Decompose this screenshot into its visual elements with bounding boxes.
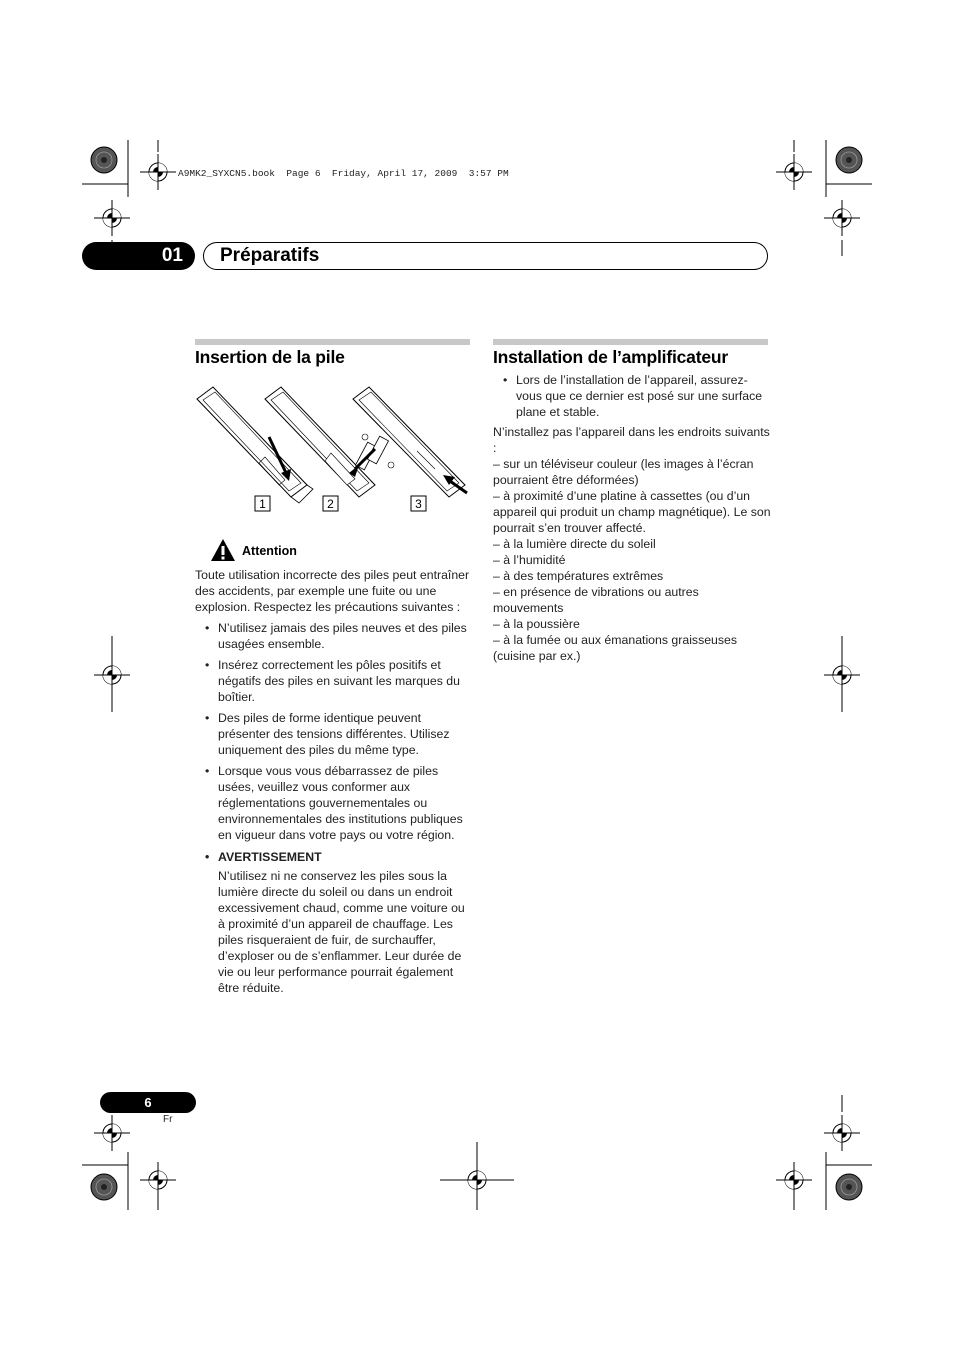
- installation-item: – à la fumée ou aux émanations graisseuses (cuisine par ex.): [493, 633, 738, 663]
- step-1-label: 1: [259, 497, 266, 511]
- attention-label: Attention: [242, 544, 297, 558]
- battery-bullet: • Des piles de forme identique peuvent présenter des tensions différentes. Utilisez uniquement des piles du même type.: [195, 710, 470, 758]
- left-section-bar: [195, 339, 470, 345]
- installation-item: – à des températures extrêmes: [493, 569, 664, 583]
- step-2-label: 2: [327, 497, 334, 511]
- installation-item: – sur un téléviseur couleur (les images à l’écran pourraient être déformées): [493, 457, 754, 487]
- installation-bullet: • Lors de l’installation de l’appareil, assurez-vous que ce dernier est posé sur une surface plane et stable.: [493, 372, 771, 420]
- battery-bullet: • N’utilisez jamais des piles neuves et des piles usagées ensemble.: [195, 620, 470, 652]
- warning-text: N’utilisez ni ne conservez les piles sous la lumière directe du soleil ou dans un endroit excessivement chaud, comme une voiture ou à proximité d’un appareil de chauffage. Les piles risqueraient de fuir, de surchauffer, d’exploser ou de s’enflammer. Leur durée de vie ou leur performance pourrait également être réduite.: [218, 869, 465, 995]
- chapter-header: [203, 242, 768, 270]
- chapter-title: Préparatifs: [220, 245, 320, 266]
- installation-item: – à proximité d’une platine à cassettes (ou d’un appareil qui produit un champ magnétique). Le son pourrait s’en trouver affecté.: [493, 489, 771, 535]
- page-number: 6: [100, 1092, 196, 1113]
- installation-intro: N’installez pas l’appareil dans les endroits suivants :: [493, 425, 770, 455]
- installation-item: – à la poussière: [493, 617, 580, 631]
- battery-bullet: • Lorsque vous vous débarrassez de piles usées, veuillez vous conformer aux réglementations gouvernementales ou environnementales des institutions publiques en vigueur dans votre pays ou votre région.: [195, 763, 470, 843]
- right-section-bar: [493, 339, 768, 345]
- battery-insertion-illustration: [195, 385, 470, 515]
- attention-note: [210, 538, 297, 562]
- print-info: A9MK2_SYXCN5.book Page 6 Friday, April 17, 2009 3:57 PM: [178, 168, 509, 179]
- installation-item: – à l’humidité: [493, 553, 566, 567]
- installation-item: – à la lumière directe du soleil: [493, 537, 656, 551]
- left-section-title: Insertion de la pile: [195, 347, 345, 367]
- right-section-body: [493, 372, 771, 664]
- left-section-body: [195, 567, 470, 996]
- step-3-label: 3: [415, 497, 422, 511]
- warning-triangle-icon: [210, 538, 236, 562]
- language-code: Fr: [163, 1114, 173, 1125]
- installation-item: – en présence de vibrations ou autres mouvements: [493, 585, 699, 615]
- chapter-number: 01: [82, 242, 195, 270]
- warning-title: • AVERTISSEMENT: [195, 849, 470, 865]
- battery-intro: Toute utilisation incorrecte des piles peut entraîner des accidents, par exemple une fuite ou une explosion. Respectez les précautions suivantes :: [195, 568, 470, 614]
- battery-bullet: • Insérez correctement les pôles positifs et négatifs des piles en suivant les marques du boîtier.: [195, 657, 470, 705]
- right-section-title: Installation de l’amplificateur: [493, 347, 728, 367]
